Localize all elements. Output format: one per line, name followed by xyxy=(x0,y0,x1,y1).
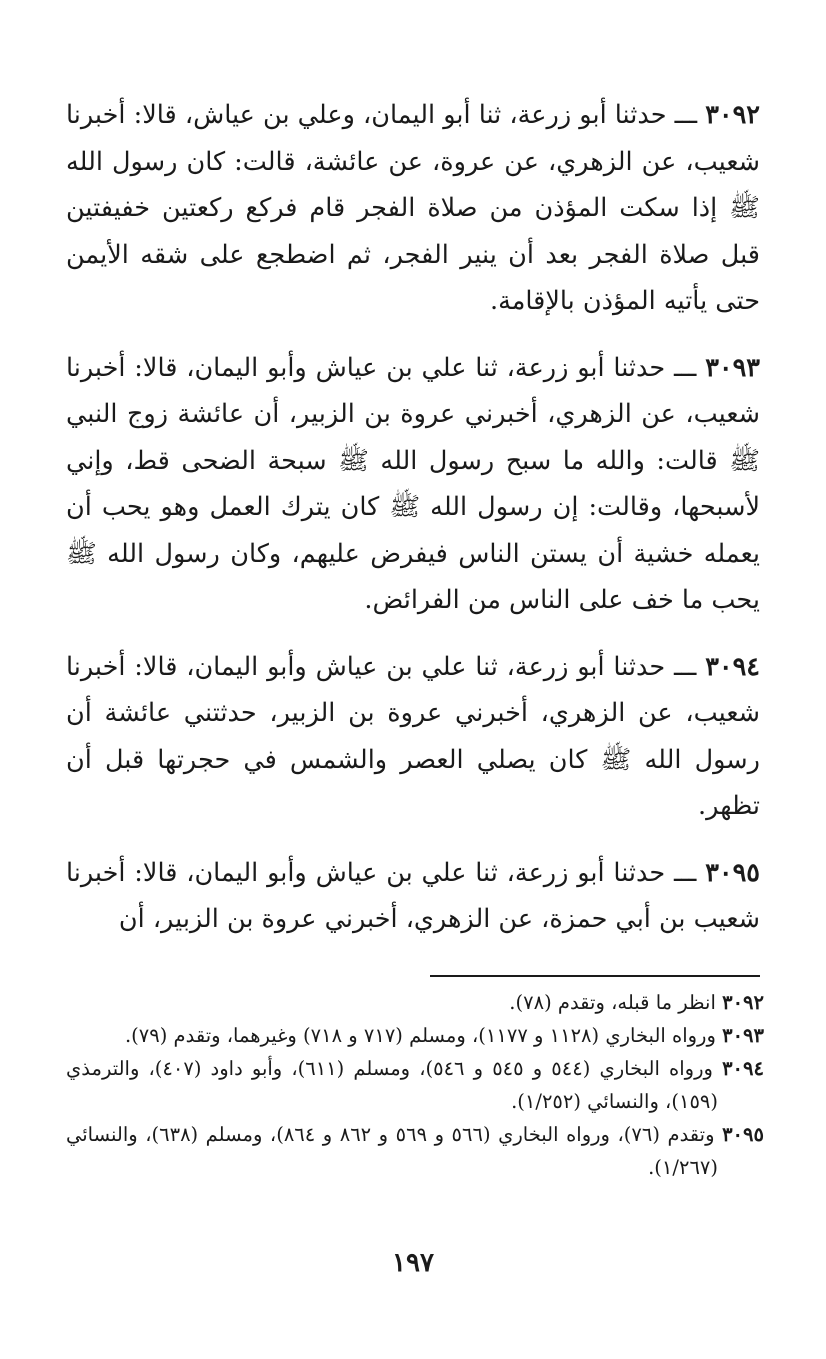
footnote-3095 xyxy=(66,1118,764,1184)
hadith-number: ٣٠٩٤ xyxy=(705,651,761,682)
footnote-3092 xyxy=(66,986,764,1019)
hadith-dash: ـــ xyxy=(665,651,706,682)
footnotes xyxy=(66,986,764,1184)
page-number: ١٩٧ xyxy=(392,1248,434,1278)
footnote-number: ٣٠٩٥ xyxy=(722,1123,764,1146)
hadith-text: حدثنا أبو زرعة، ثنا علي بن عياش وأبو اليمان، قالا: أخبرنا شعيب، عن الزهري، أخبرني عروة بن الزبير، حدثتني عائشة أن رسول الله ﷺ كان يصلي العصر والشمس في حجرتها قبل أن تظهر. xyxy=(66,651,760,821)
footnote-text: ورواه البخاري (١١٢٨ و ١١٧٧)، ومسلم (٧١٧ و ٧١٨) وغيرهما، وتقدم (٧٩). xyxy=(124,1024,716,1047)
footnote-text: انظر ما قبله، وتقدم (٧٨). xyxy=(509,991,716,1014)
hadith-3092 xyxy=(66,92,760,325)
main-text xyxy=(66,92,760,943)
hadith-number: ٣٠٩٥ xyxy=(705,857,761,888)
hadith-3095 xyxy=(66,850,760,943)
hadith-dash: ـــ xyxy=(665,352,706,383)
footnote-divider xyxy=(430,975,760,977)
footnote-3093 xyxy=(66,1019,764,1052)
hadith-dash: ـــ xyxy=(665,857,706,888)
footnote-number: ٣٠٩٤ xyxy=(722,1057,764,1080)
footnote-number: ٣٠٩٢ xyxy=(722,991,764,1014)
hadith-3093 xyxy=(66,345,760,624)
hadith-text: حدثنا أبو زرعة، ثنا علي بن عياش وأبو اليمان، قالا: أخبرنا شعيب، عن الزهري، أخبرني عروة بن الزبير، أن عائشة زوج النبي ﷺ قالت: والله ما سبح رسول الله ﷺ سبحة الضحى قط، وإني لأسبحها، وقالت: إن رسول الله ﷺ كان يترك العمل وهو يحب أن يعمله خشية أن يستن الناس فيفرض عليهم، وكان رسول الله ﷺ يحب ما خف على الناس من الفرائض. xyxy=(66,352,760,615)
hadith-dash: ـــ xyxy=(666,100,706,130)
footnote-number: ٣٠٩٣ xyxy=(722,1024,764,1047)
footnote-text: ورواه البخاري (٥٤٤ و ٥٤٥ و ٥٤٦)، ومسلم (٦١١)، وأبو داود (٤٠٧)، والترمذي (١٥٩)، والنسائي (١/٢٥٢). xyxy=(66,1057,718,1113)
hadith-text: حدثنا أبو زرعة، ثنا علي بن عياش وأبو اليمان، قالا: أخبرنا شعيب بن أبي حمزة، عن الزهري، أخبرني عروة بن الزبير، أن xyxy=(66,857,760,934)
footnote-3094 xyxy=(66,1052,764,1118)
hadith-number: ٣٠٩٢ xyxy=(705,100,760,130)
hadith-text: حدثنا أبو زرعة، ثنا أبو اليمان، وعلي بن عياش، قالا: أخبرنا شعيب، عن الزهري، عن عروة، عن عائشة، قالت: كان رسول الله ﷺ إذا سكت المؤذن من صلاة الفجر قام فركع ركعتين خفيفتين قبل صلاة الفجر بعد أن ينير الفجر، ثم اضطجع على شقه الأيمن حتى يأتيه المؤذن بالإقامة. xyxy=(66,100,760,316)
footnote-text: وتقدم (٧٦)، ورواه البخاري (٥٦٦ و ٥٦٩ و ٨٦٢ و ٨٦٤)، ومسلم (٦٣٨)، والنسائي (١/٢٦٧). xyxy=(66,1123,718,1179)
hadith-number: ٣٠٩٣ xyxy=(705,352,761,383)
hadith-3094 xyxy=(66,644,760,830)
